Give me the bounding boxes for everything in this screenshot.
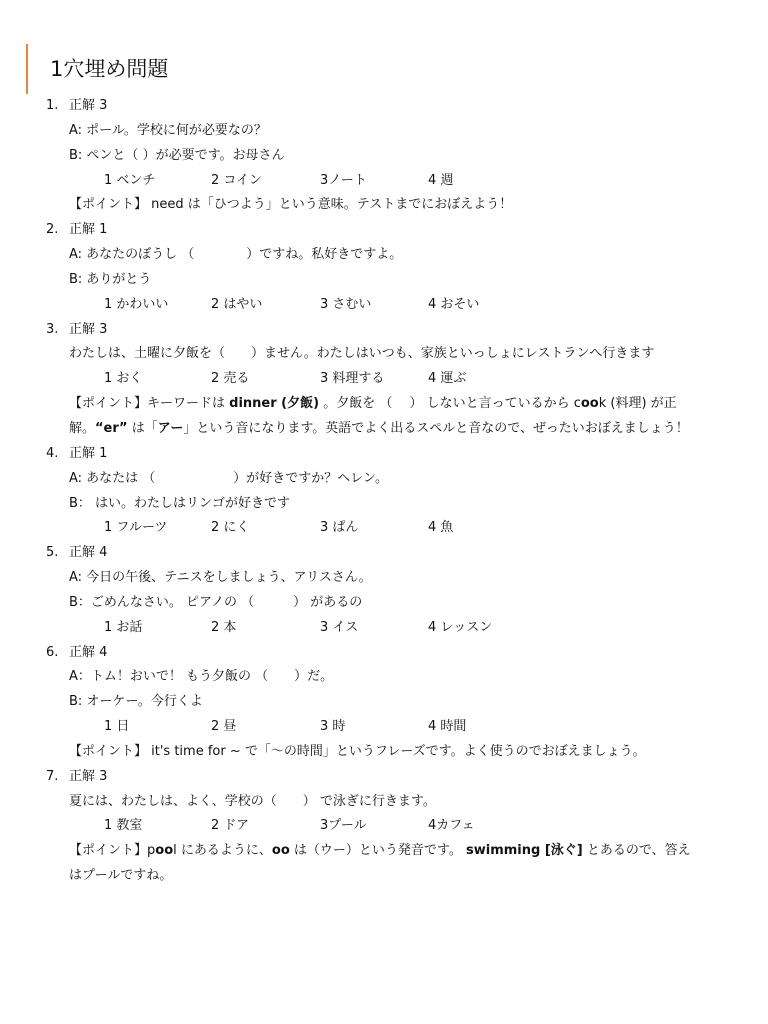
answer-label: 正解 4 [69, 545, 108, 561]
dialogue-text: 夏には、わたしは、よく、学校の（ ） で泳ぎに行きます。 [69, 793, 436, 809]
dialogue-text: A: 今日の午後、テニスをしましょう、アリスさん。 [69, 570, 372, 586]
dialogue-line [0, 342, 768, 367]
dialogue-line [0, 144, 768, 169]
question-header [0, 765, 768, 790]
dialogue-text: A: あなたは （ ）が好きですか？ヘレン。 [69, 470, 388, 486]
question-number: 2. [46, 222, 59, 238]
question-header [0, 218, 768, 243]
answer-option: 3 さむい [320, 296, 372, 312]
point-text: はプールですね。 [69, 868, 173, 884]
dialogue-line [0, 467, 768, 492]
dialogue-line [0, 268, 768, 293]
dialogue-text: A: あなたのぼうし （ ）ですね。私好きですよ。 [69, 247, 403, 263]
dialogue-line [0, 690, 768, 715]
dialogue-line [0, 566, 768, 591]
point-line [0, 864, 768, 889]
answer-option: 2 昼 [211, 719, 237, 735]
question-header [0, 641, 768, 666]
point-line [0, 740, 768, 765]
answer-label: 正解 1 [69, 222, 108, 238]
answer-options [104, 715, 504, 740]
point-line [0, 193, 768, 218]
dialogue-line [0, 119, 768, 144]
point-text: 【ポイント】 need は「ひつよう」という意味。テストまでにおぼえよう！ [69, 197, 513, 213]
point-text: 【ポイント】pool にあるように、oo は（ウー）という発音です。 swimming [泳ぐ] とあるので、答え [69, 843, 691, 859]
answer-options [104, 367, 504, 392]
answer-option: 2 にく [211, 520, 250, 536]
answer-option: 3 料理する [320, 371, 385, 387]
answer-option: 4 レッスン [428, 619, 493, 635]
question-number: 1. [46, 98, 59, 113]
answer-option: 4 時間 [428, 719, 467, 735]
question-list [0, 94, 768, 889]
answer-options [104, 814, 504, 839]
options-row [0, 169, 768, 194]
dialogue-text: B: オーケー。今行くよ [69, 694, 203, 710]
answer-label: 正解 3 [69, 98, 108, 113]
options-row [0, 616, 768, 641]
answer-option: 3 時 [320, 719, 346, 735]
answer-options [104, 293, 504, 318]
point-text: 【ポイント】 it's time for ~ で「～の時間」というフレーズです。よく使うのでおぼえましょう。 [69, 743, 646, 759]
answer-option: 2 はやい [211, 296, 263, 312]
options-row [0, 367, 768, 392]
answer-option: 1 お話 [104, 619, 143, 635]
answer-option: 4 魚 [428, 520, 454, 536]
point-line [0, 392, 768, 417]
dialogue-line [0, 665, 768, 690]
dialogue-text: B: ありがとう [69, 271, 152, 287]
answer-label: 正解 3 [69, 321, 108, 337]
answer-option: 3ノート [320, 172, 367, 188]
question-header [0, 442, 768, 467]
answer-option: 1 日 [104, 719, 130, 735]
answer-option: 4 週 [428, 172, 454, 188]
answer-option: 2 ドア [211, 818, 250, 834]
question-number: 4. [46, 445, 59, 461]
point-line [0, 417, 768, 442]
dialogue-text: わたしは、土曜に夕飯を（ ）ません。わたしはいつも、家族といっしょにレストランへ行きます [69, 346, 655, 362]
answer-option: 4 運ぶ [428, 371, 467, 387]
dialogue-line [0, 243, 768, 268]
question-number: 5. [46, 545, 59, 561]
question-number: 7. [46, 768, 59, 784]
question-header [0, 541, 768, 566]
answer-options [104, 516, 504, 541]
options-row [0, 516, 768, 541]
answer-label: 正解 1 [69, 445, 108, 461]
dialogue-line [0, 790, 768, 815]
answer-label: 正解 3 [69, 768, 108, 784]
dialogue-line [0, 492, 768, 517]
answer-option: 1 かわいい [104, 296, 169, 312]
answer-options [104, 169, 504, 194]
title-accent-bar [26, 44, 28, 94]
answer-option: 1 おく [104, 371, 143, 387]
dialogue-text: A: ポール。学校に何が必要なの？ [69, 122, 267, 138]
answer-option: 4カフェ [428, 818, 475, 834]
answer-option: 1 フルーツ [104, 520, 168, 536]
answer-options [104, 616, 504, 641]
answer-option: 3 イス [320, 619, 359, 635]
question-number: 3. [46, 321, 59, 337]
options-row [0, 293, 768, 318]
answer-option: 1 教室 [104, 818, 143, 834]
answer-option: 2 コイン [211, 172, 263, 188]
options-row [0, 814, 768, 839]
question-header [0, 318, 768, 343]
point-text: 解。“er” は「アー」という音になります。英語でよく出るスペルと音なので、ぜったいおぼえましょう！ [69, 420, 689, 436]
answer-option: 3プール [320, 818, 367, 834]
point-text: 【ポイント】キーワードは dinner (夕飯) 。夕飯を （ ） しないと言っているから cook (料理) が正 [69, 396, 677, 412]
answer-option: 3 ぱん [320, 520, 359, 536]
answer-option: 2 本 [211, 619, 237, 635]
dialogue-text: B：ごめんなさい。 ピアノの （ ） があるの [69, 594, 363, 610]
dialogue-text: B: ペンと（ ）が必要です。お母さん [69, 147, 285, 163]
options-row [0, 715, 768, 740]
question-header [0, 94, 768, 119]
answer-label: 正解 4 [69, 644, 108, 660]
dialogue-text: B： はい。わたしはリンゴが好きです [69, 495, 291, 511]
dialogue-text: A：トム！おいで！ もう夕飯の （ ）だ。 [69, 669, 334, 685]
answer-option: 2 売る [211, 371, 250, 387]
page-title: 1穴埋め問題 [50, 57, 169, 81]
dialogue-line [0, 591, 768, 616]
answer-option: 1 ベンチ [104, 172, 156, 188]
point-line [0, 839, 768, 864]
question-number: 6. [46, 644, 59, 660]
answer-option: 4 おそい [428, 296, 480, 312]
